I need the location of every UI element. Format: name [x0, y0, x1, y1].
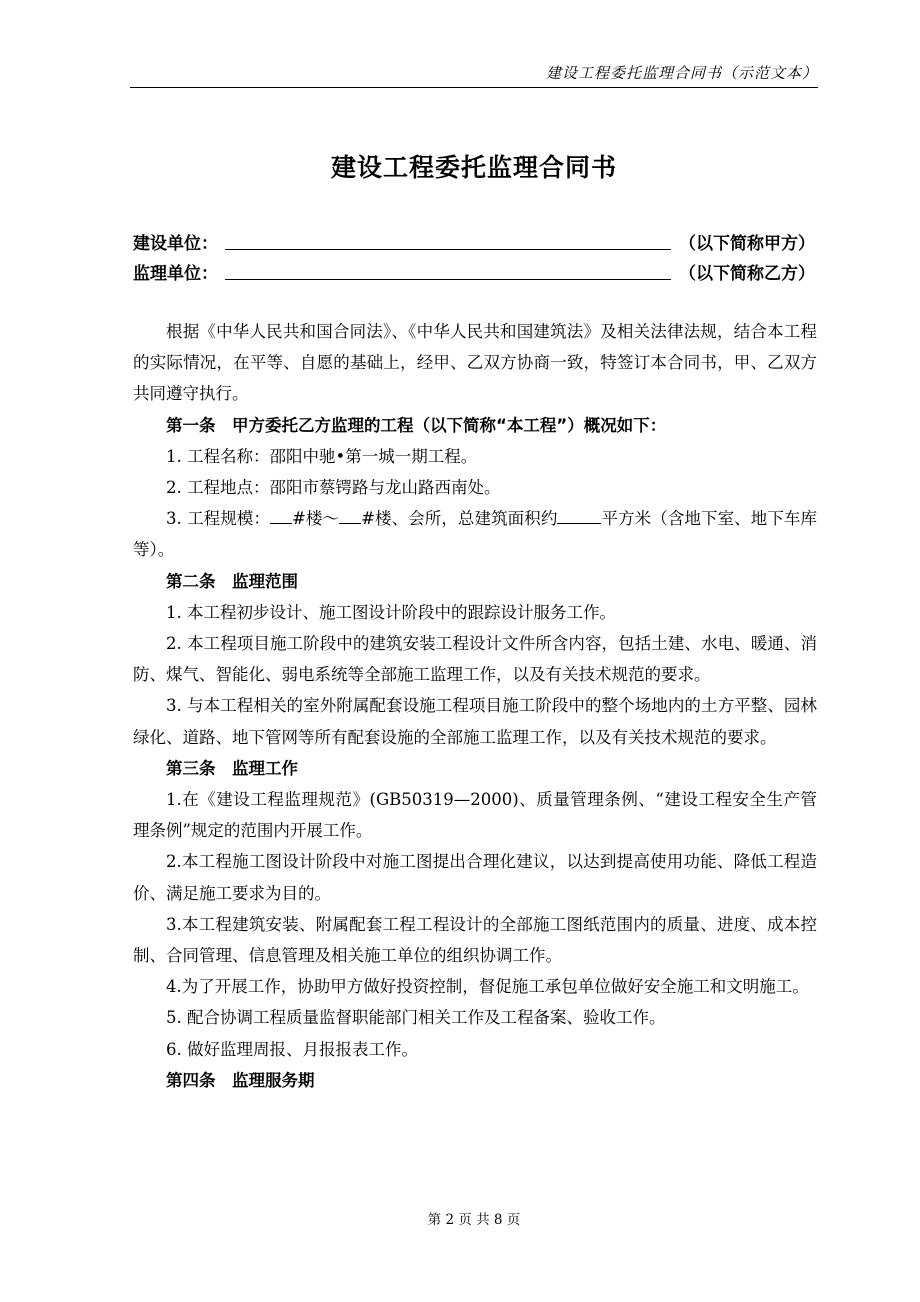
- party-row-supervisor: [133, 259, 815, 285]
- article-1-item-2: 2. 工程地点：邵阳市蔡锷路与龙山路西南处。: [166, 478, 501, 498]
- article-1-item-1: 1. 工程名称：邵阳中驰•第一城一期工程。: [166, 446, 478, 466]
- scale-part-3: 平方米（含地下室、地下车库等）。: [133, 509, 818, 560]
- supervisor-label: 监理单位：: [133, 264, 218, 284]
- article-1-heading: 第一条 甲方委托乙方监理的工程（以下简称“本工程”）概况如下：: [166, 415, 667, 435]
- scale-part-2: #楼、会所，总建筑面积约: [361, 509, 558, 529]
- article-1-item-3: [133, 503, 817, 565]
- preamble-paragraph: 根据《中华人民共和国合同法》、《中华人民共和国建筑法》及相关法律法规，结合本工程的实际情况，在平等、自愿的基础上，经甲、乙双方协商一致，特签订本合同书，甲、乙双方共同遵守执行。: [133, 322, 817, 404]
- article-2-item-3: 3. 与本工程相关的室外附属配套设施工程项目施工阶段中的整个场地内的土方平整、园林绿化、道路、地下管网等所有配套设施的全部施工监理工作，以及有关技术规范的要求。: [133, 696, 817, 747]
- article-2-heading: 第二条 监理范围: [166, 571, 298, 591]
- article-3-item-6: 6. 做好监理周报、月报报表工作。: [166, 1039, 418, 1059]
- area-blank: [557, 523, 601, 524]
- building-from-blank: [270, 523, 292, 524]
- scale-part-1: #楼～: [292, 509, 340, 529]
- article-2-item-1: 1. 本工程初步设计、施工图设计阶段中的跟踪设计服务工作。: [166, 602, 616, 622]
- article-3-heading: 第三条 监理工作: [166, 758, 298, 778]
- article-3-item-3: 3.本工程建筑安装、附属配套工程工程设计的全部施工图纸范围内的质量、进度、成本控制、合同管理、信息管理及相关施工单位的组织协调工作。: [133, 914, 817, 966]
- article-3-item-1: 1.在《建设工程监理规范》(GB50319—2000)、质量管理条例、“建设工程安全生产管理条例”规定的范围内开展工作。: [133, 790, 817, 841]
- building-to-blank: [339, 523, 361, 524]
- article-3-item-5: 5. 配合协调工程质量监督职能部门相关工作及工程备案、验收工作。: [166, 1008, 666, 1028]
- page-number-footer: 第 2 页 共 8 页: [427, 1212, 521, 1228]
- header-rule: [130, 87, 818, 88]
- document-title: 建设工程委托监理合同书: [330, 153, 617, 182]
- client-label: 建设单位：: [133, 234, 218, 254]
- supervisor-name-blank: [225, 259, 671, 280]
- contract-body: [133, 316, 817, 1096]
- running-header: 建设工程委托监理合同书（示范文本）: [545, 64, 818, 82]
- article-3-item-2: 2.本工程施工图设计阶段中对施工图提出合理化建议，以达到提高使用功能、降低工程造价、满足施工要求为目的。: [133, 852, 817, 903]
- supervisor-suffix: （以下简称乙方）: [679, 264, 815, 284]
- scale-prefix: 3. 工程规模：: [166, 509, 270, 529]
- article-4-heading: 第四条 监理服务期: [166, 1070, 315, 1090]
- client-name-blank: [225, 229, 671, 250]
- article-2-item-2: 2. 本工程项目施工阶段中的建筑安装工程设计文件所含内容，包括土建、水电、暖通、消防、煤气、智能化、弱电系统等全部施工监理工作，以及有关技术规范的要求。: [133, 634, 817, 685]
- client-suffix: （以下简称甲方）: [679, 234, 815, 254]
- article-3-item-4: 4.为了开展工作，协助甲方做好投资控制，督促施工承包单位做好安全施工和文明施工。: [166, 977, 809, 997]
- party-row-client: [133, 229, 815, 255]
